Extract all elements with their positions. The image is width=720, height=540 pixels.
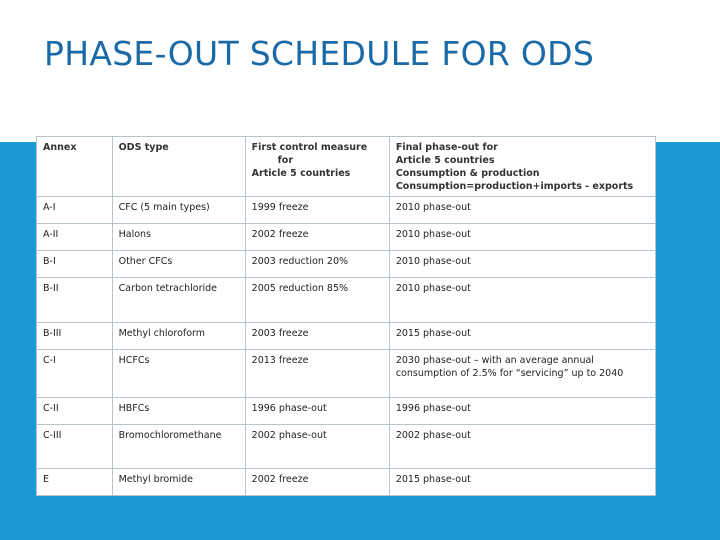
- cell-first-control: 2013 freeze: [245, 350, 389, 398]
- cell-first-control: 2002 phase-out: [245, 425, 389, 469]
- cell-annex: A-I: [37, 197, 113, 224]
- table-row: [37, 398, 656, 425]
- phase-out-table: [36, 136, 656, 496]
- table-row: [37, 197, 656, 224]
- cell-ods-type: HBFCs: [112, 398, 245, 425]
- cell-ods-type: Halons: [112, 224, 245, 251]
- header-first-control-line3: Article 5 countries: [251, 168, 351, 179]
- cell-annex: B-III: [37, 323, 113, 350]
- cell-annex: B-II: [37, 278, 113, 323]
- cell-ods-type: Methyl bromide: [112, 469, 245, 496]
- header-final-line2: Article 5 countries: [395, 155, 495, 166]
- table-row: [37, 350, 656, 398]
- header-first-control-line2: for: [277, 155, 294, 166]
- cell-ods-type: HCFCs: [112, 350, 245, 398]
- table-header-row: [37, 137, 656, 197]
- header-final-line1: Final phase-out for: [395, 142, 498, 153]
- header-final-line4: Consumption=production+imports - exports: [395, 181, 634, 192]
- cell-ods-type: Other CFCs: [112, 251, 245, 278]
- cell-ods-type: Bromochloromethane: [112, 425, 245, 469]
- cell-final-phase-out: 2002 phase-out: [389, 425, 655, 469]
- cell-final-phase-out: 2010 phase-out: [389, 224, 655, 251]
- cell-first-control: 2005 reduction 85%: [245, 278, 389, 323]
- cell-annex: E: [37, 469, 113, 496]
- cell-ods-type: Methyl chloroform: [112, 323, 245, 350]
- table-row: [37, 224, 656, 251]
- table-row: [37, 323, 656, 350]
- cell-annex: A-II: [37, 224, 113, 251]
- page-title: PHASE-OUT SCHEDULE FOR ODS: [44, 34, 595, 73]
- cell-first-control: 2002 freeze: [245, 224, 389, 251]
- header-final-phase-out: [389, 137, 655, 197]
- table-row: [37, 425, 656, 469]
- cell-first-control: 2003 reduction 20%: [245, 251, 389, 278]
- cell-final-phase-out: 2030 phase-out – with an average annual consumption of 2.5% for “servicing” up to 2040: [389, 350, 655, 398]
- cell-ods-type: CFC (5 main types): [112, 197, 245, 224]
- header-ods-type: ODS type: [112, 137, 245, 197]
- cell-annex: C-III: [37, 425, 113, 469]
- cell-final-phase-out: 1996 phase-out: [389, 398, 655, 425]
- cell-annex: B-I: [37, 251, 113, 278]
- cell-annex: C-II: [37, 398, 113, 425]
- table-row: [37, 469, 656, 496]
- cell-annex: C-I: [37, 350, 113, 398]
- cell-final-phase-out: 2010 phase-out: [389, 251, 655, 278]
- cell-final-phase-out: 2015 phase-out: [389, 469, 655, 496]
- header-final-line3: Consumption & production: [395, 168, 540, 179]
- table-row: [37, 278, 656, 323]
- cell-first-control: 2003 freeze: [245, 323, 389, 350]
- cell-final-phase-out: 2010 phase-out: [389, 278, 655, 323]
- cell-first-control: 1999 freeze: [245, 197, 389, 224]
- cell-first-control: 1996 phase-out: [245, 398, 389, 425]
- cell-first-control: 2002 freeze: [245, 469, 389, 496]
- title-band: [0, 0, 720, 142]
- table-row: [37, 251, 656, 278]
- header-first-control-line1: First control measure: [251, 142, 368, 153]
- cell-final-phase-out: 2015 phase-out: [389, 323, 655, 350]
- header-first-control: [245, 137, 389, 197]
- cell-final-phase-out: 2010 phase-out: [389, 197, 655, 224]
- cell-ods-type: Carbon tetrachloride: [112, 278, 245, 323]
- header-annex: Annex: [37, 137, 113, 197]
